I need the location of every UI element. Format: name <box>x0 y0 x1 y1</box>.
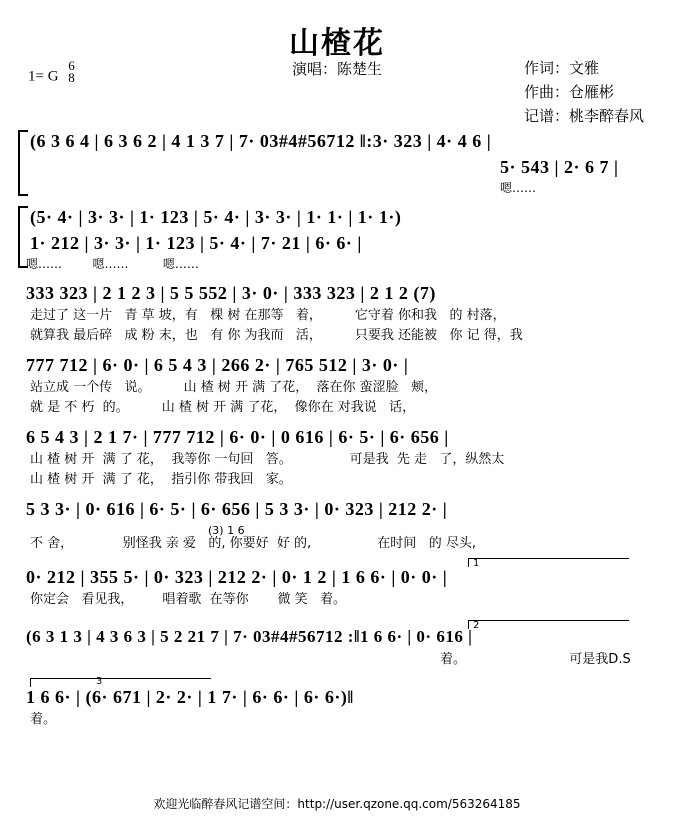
system-7-lyric: 你定会 看见我， 唱着歌 在等你 微 笑 着。 <box>30 592 347 607</box>
system-1 <box>0 128 674 204</box>
system-8-notes: (6 3 1 3 | 4 3 6 3 | 5 2 21 7 | 7· 03#4#56712 :‖1 6 6· | 0· 616 | <box>26 627 473 646</box>
footer-note: 欢迎光临醉春风记谱空间：http://user.qzone.qq.com/563264185 <box>153 797 521 811</box>
system-5 <box>0 424 674 496</box>
music-body <box>0 128 674 744</box>
system-3 <box>0 280 674 352</box>
page-title: 山楂花 <box>289 26 385 61</box>
key-time-signature <box>28 60 75 85</box>
notator-credit: 记谱：桃李醉春风 <box>523 107 644 125</box>
system-8-lyric: 着。 可是我D.S <box>440 652 631 667</box>
system-3-lyric-verse-1: 走过了 这一片 青 草 坡，有 棵 树 在那等 着， 它守着 你和我 的 村落， <box>30 308 506 323</box>
lyricist-credit: 作词：文雅 <box>523 59 599 77</box>
system-5-lyric-verse-2: 山 楂 树 开 满 了 花， 指引你 带我回 家。 <box>30 472 292 487</box>
system-5-lyric-verse-1: 山 楂 树 开 满 了 花， 我等你 一句回 答。 可是我 先 走 了，纵然太 <box>30 452 505 467</box>
system-6-notes: 5 3 3· | 0· 616 | 6· 5· | 6· 656 | 5 3 3· | 0· 323 | 212 2· | <box>26 499 448 519</box>
system-6 <box>0 496 674 564</box>
system-4-notes: 777 712 | 6· 0· | 6 5 4 3 | 266 2· | 765 512 | 3· 0· | <box>26 355 409 375</box>
system-2 <box>0 204 674 280</box>
ending-number-2: 2 <box>473 620 480 631</box>
system-9-lyric: 着。 <box>30 712 57 727</box>
system-4 <box>0 352 674 424</box>
system-6-annotation: (3) 1 6 <box>208 524 245 537</box>
ending-number-3: 3 <box>96 676 103 687</box>
system-1-hum: 嗯…… <box>500 181 537 195</box>
time-signature-numerator: 6 <box>68 58 75 73</box>
key-signature: 1= G <box>28 68 59 85</box>
system-4-lyric-verse-1: 站立成 一个传 说。 山 楂 树 开 满 了花， 落在你 蛮涩脸 颊， <box>30 380 438 395</box>
system-2-hum: 嗯…… 嗯…… 嗯…… <box>26 257 199 271</box>
system-6-lyric: 不 舍， 别怪我 亲 爱 的, 你要好 好 的, 在时间 的 尽头, <box>30 536 476 551</box>
ending-bracket-1 <box>468 558 629 567</box>
system-2-notes-line-2: 1· 212 | 3· 3· | 1· 123 | 5· 4· | 7· 21 | 6· 6· | <box>30 233 362 253</box>
system-9 <box>0 676 674 744</box>
composer-credit: 作曲：仓雁彬 <box>523 83 614 101</box>
system-1-notes-line-2: 5· 543 | 2· 6 7 | <box>500 157 619 177</box>
system-7 <box>0 558 674 624</box>
time-signature-denominator: 8 <box>68 70 75 86</box>
ending-number-1: 1 <box>473 558 480 569</box>
system-3-notes: 333 323 | 2 1 2 3 | 5 5 552 | 3· 0· | 333 323 | 2 1 2 (7) <box>26 283 436 303</box>
system-7-notes: 0· 212 | 355 5· | 0· 323 | 212 2· | 0· 1 2 | 1 6 6· | 0· 0· | <box>26 567 448 587</box>
credits-block <box>524 56 644 128</box>
system-1-notes-line-1: (6 3 6 4 | 6 3 6 2 | 4 1 3 7 | 7· 03#4#56712 ‖:3· 323 | 4· 4 6 | <box>30 131 492 151</box>
system-8 <box>0 620 674 684</box>
ending-bracket-3 <box>30 678 211 687</box>
system-4-lyric-verse-2: 就 是 不 朽 的。 山 楂 树 开 满 了花， 像你在 对我说 话， <box>30 400 416 415</box>
system-9-notes: 1 6 6· | (6· 671 | 2· 2· | 1 7· | 6· 6· | 6· 6·)‖ <box>26 687 354 707</box>
system-bracket <box>18 206 28 268</box>
system-bracket <box>18 130 28 196</box>
system-5-notes: 6 5 4 3 | 2 1 7· | 777 712 | 6· 0· | 0 616 | 6· 5· | 6· 656 | <box>26 427 449 447</box>
singer-credit: 演唱：陈楚生 <box>291 60 382 78</box>
time-signature <box>68 60 75 85</box>
system-3-lyric-verse-2: 就算我 最后碎 成 粉 末，也 有 你 为我而 活， 只要我 还能被 你 记 得，我 <box>30 328 523 343</box>
system-2-notes-line-1: (5· 4· | 3· 3· | 1· 123 | 5· 4· | 3· 3· | 1· 1· | 1· 1·) <box>30 207 402 227</box>
ending-bracket-2 <box>468 620 629 629</box>
